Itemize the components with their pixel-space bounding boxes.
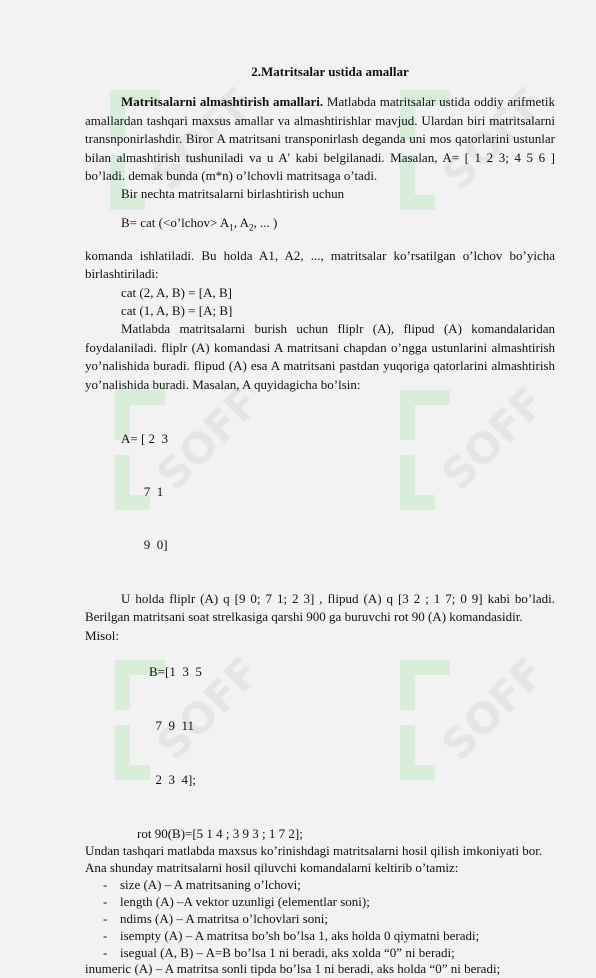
matrix-a-row: A= [ 2 3	[121, 430, 169, 446]
matrix-a-row: 9 0]	[121, 537, 168, 553]
paragraph-flip-result: U holda fliplr (A) q [9 0; 7 1; 2 3] , flipud (A) q [3 2 ; 1 7; 0 9] kabi bo’ladi. Berilgan matritsani soat strelkasiga qarshi 900 ga buruvchi rot 90 (A) komandasidir.	[85, 590, 555, 625]
paragraph-concat-intro: Bir nechta matritsalarni birlashtirish uchun	[121, 186, 345, 202]
paragraph-heading: Matritsalarni almashtirish amallari.	[121, 94, 324, 110]
watermark-text: SOFF	[142, 77, 245, 200]
list-item: - length (A) –A vektor uzunligi (elementlar soni);	[103, 894, 370, 910]
cat-sub-2: 2	[248, 222, 254, 233]
matrix-a	[85, 394, 555, 590]
watermark-text: SOFF	[147, 377, 250, 500]
rot-example: rot 90(B)=[5 1 4 ; 3 9 3 ; 1 7 2];	[137, 825, 303, 841]
watermark-text: SOFF	[147, 647, 250, 770]
paragraph-text: Matlabda matritsalar ustida oddiy arifmetik amallardan tashqari maxsus amallar va almashtirishlar mavjud. Ulardan biri matritsalarni transnponirlashdir. Biror A matritsani transponirlash deganda uni mos qatorlarini ustunlar bilan almashtirish tushuniladi va u A' kabi belgilanadi. Masalan, A= [ 1 2 3; 4 5 6 ] bo’ladi. demak bunda (m*n) o’lchovli matritsaga o’tadi.	[85, 94, 555, 184]
command-list	[85, 876, 555, 961]
matrix-b-row: B=[1 3 5	[149, 663, 202, 679]
matrix-b-row: 2 3 4];	[149, 771, 196, 787]
misol-label: Misol:	[85, 627, 119, 643]
cat-syntax	[85, 214, 555, 237]
watermark-text: SOFF	[432, 377, 535, 500]
paragraph-transpose	[85, 93, 555, 185]
paragraph-special: Undan tashqari matlabda maxsus ko’rinishdagi matritsalarni hosil qilish imkoniyati bor. Ana shunday matritsalarni hosil qiluvchi komandalarni keltirib o’tamiz:	[85, 843, 543, 875]
example-cat-2: cat (2, A, B) = [A, B]	[121, 284, 232, 300]
matrix-a-row: 7 1	[121, 484, 164, 500]
cat-mid: , A	[233, 214, 249, 230]
cat-prefix: B= cat (<o’lchov> A	[121, 214, 230, 230]
matrix-b-row: 7 9 11	[149, 717, 195, 733]
cat-sub-1: 1	[229, 222, 234, 233]
example-block	[85, 627, 555, 843]
paragraph-flip: Matlabda matritsalarni burish uchun fliplr (A), flipud (A) komandalaridan foydalaniladi. fliplr (A) komandasi A matritsani chapdan o’ngga ustunlarini almashtirish yo’nalishida buradi. flipud (A) esa A matritsani pastdan yuqoriga qatorlarini almashtirish yo’nalishida buradi. Masalan, A quyidagicha bo’lsin:	[85, 321, 555, 392]
matrix-b	[149, 627, 202, 825]
watermark-text: SOFF	[432, 647, 535, 770]
watermark-text: SOFF	[432, 77, 535, 200]
cat-suffix: , ... )	[253, 214, 278, 230]
list-item: - ndims (A) – A matritsa o’lchovlari soni;	[103, 911, 328, 927]
example-cat-1: cat (1, A, B) = [A; B]	[121, 303, 233, 319]
list-item: - size (A) – A matritsaning o’lchovi;	[103, 877, 301, 893]
paragraph-concat-desc: komanda ishlatiladi. Bu holda A1, A2, ..., matritsalar ko’rsatilgan o’lchov bo’yicha birlashtiriladi:	[85, 247, 555, 282]
section-title: 2.Matritsalar ustida amallar	[251, 64, 409, 79]
document-body	[85, 63, 555, 978]
list-item: - isempty (A) – A matritsa bo’sh bo’lsa 1, aks holda 0 qiymatni beradi;	[103, 928, 480, 944]
list-item: - isegual (A, B) – A=B bo’lsa 1 ni beradi, aks xolda “0” ni beradi;	[103, 945, 455, 961]
last-line: inumeric (A) – A matritsa sonli tipda bo’lsa 1 ni beradi, aks holda “0” ni beradi;	[85, 961, 501, 977]
